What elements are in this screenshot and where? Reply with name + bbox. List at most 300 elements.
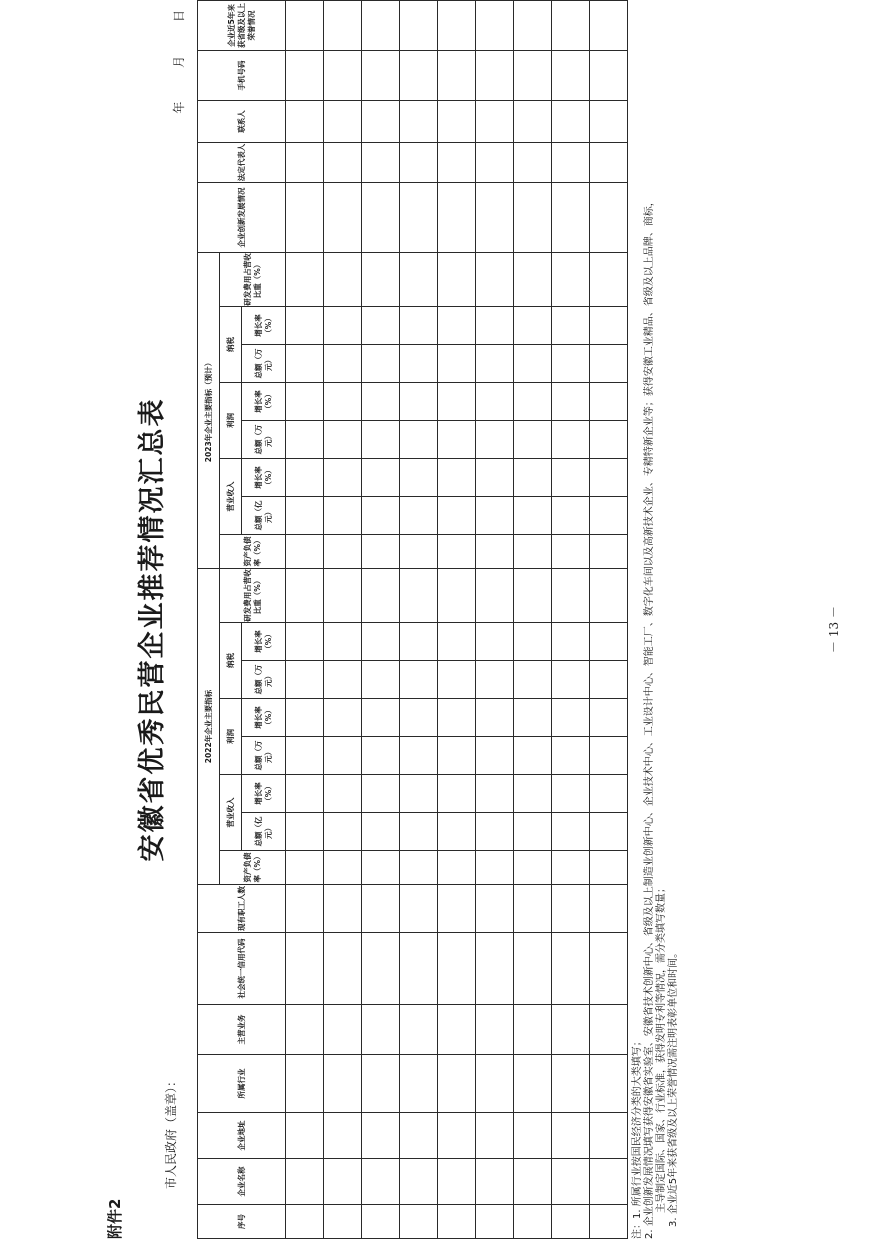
table-cell[interactable]	[590, 101, 628, 143]
table-cell[interactable]	[400, 253, 438, 307]
table-cell[interactable]	[514, 737, 552, 775]
table-cell[interactable]	[552, 307, 590, 345]
table-cell[interactable]	[324, 307, 362, 345]
header-2022-tax: 纳税	[220, 623, 242, 699]
attachment-label: 附件2	[106, 1198, 124, 1239]
table-cell[interactable]	[362, 1205, 400, 1239]
table-row	[590, 1, 628, 1239]
table-cell[interactable]	[438, 497, 476, 535]
table-cell[interactable]	[476, 183, 514, 253]
table-cell[interactable]	[362, 885, 400, 933]
table-cell[interactable]	[400, 307, 438, 345]
table-cell[interactable]	[514, 885, 552, 933]
table-cell[interactable]	[476, 737, 514, 775]
table-cell[interactable]	[400, 1055, 438, 1113]
table-cell[interactable]	[400, 535, 438, 569]
table-cell[interactable]	[514, 661, 552, 699]
table-cell[interactable]	[324, 183, 362, 253]
table-body	[286, 1, 628, 1239]
table-cell[interactable]	[514, 421, 552, 459]
table-cell[interactable]	[362, 699, 400, 737]
table-cell[interactable]	[552, 699, 590, 737]
table-cell[interactable]	[476, 383, 514, 421]
page-title: 安徽省优秀民营企业推荐情况汇总表	[137, 397, 168, 862]
table-cell[interactable]	[286, 661, 324, 699]
table-cell[interactable]	[286, 813, 324, 851]
table-cell[interactable]	[590, 1005, 628, 1055]
table-cell[interactable]	[590, 143, 628, 183]
table-cell[interactable]	[400, 737, 438, 775]
table-cell[interactable]	[400, 1005, 438, 1055]
table-cell[interactable]	[286, 737, 324, 775]
table-cell[interactable]	[476, 459, 514, 497]
table-cell[interactable]	[286, 143, 324, 183]
table-cell[interactable]	[514, 1113, 552, 1159]
table-cell[interactable]	[514, 535, 552, 569]
table-cell[interactable]	[286, 569, 324, 623]
table-cell[interactable]	[400, 623, 438, 661]
table-row	[514, 1, 552, 1239]
table-cell[interactable]	[438, 1205, 476, 1239]
table-cell[interactable]	[400, 51, 438, 101]
table-cell[interactable]	[476, 885, 514, 933]
table-cell[interactable]	[286, 933, 324, 1005]
header-2022-tax-total: 总额（万元）	[242, 661, 286, 699]
table-cell[interactable]	[324, 421, 362, 459]
table-cell[interactable]	[514, 813, 552, 851]
table-cell[interactable]	[438, 661, 476, 699]
table-cell[interactable]	[362, 851, 400, 885]
table-cell[interactable]	[438, 851, 476, 885]
table-cell[interactable]	[552, 737, 590, 775]
table-cell[interactable]	[362, 101, 400, 143]
table-cell[interactable]	[286, 1, 324, 51]
table-cell[interactable]	[552, 1159, 590, 1205]
footnote-2-cont: 主导制定国际、国家、行业标准，获得发明专利等情况，需分类填写数量；	[656, 883, 667, 1213]
table-cell[interactable]	[362, 51, 400, 101]
table-cell[interactable]	[438, 1055, 476, 1113]
table-cell[interactable]	[286, 1159, 324, 1205]
table-cell[interactable]	[286, 535, 324, 569]
city-seal-label: 市人民政府（盖章）：	[164, 1074, 178, 1189]
table-cell[interactable]	[552, 345, 590, 383]
table-cell[interactable]	[476, 1159, 514, 1205]
footnote-1: 注：1. 所属行业按国民经济分类的大类填写；	[632, 1036, 643, 1239]
table-cell[interactable]	[476, 421, 514, 459]
header-2023-tax-total: 总额（万元）	[242, 345, 286, 383]
table-cell[interactable]	[438, 1, 476, 51]
table-cell[interactable]	[552, 535, 590, 569]
table-cell[interactable]	[400, 699, 438, 737]
table-cell[interactable]	[362, 1159, 400, 1205]
table-cell[interactable]	[552, 851, 590, 885]
table-cell[interactable]	[324, 569, 362, 623]
table-cell[interactable]	[286, 183, 324, 253]
footnote-3: 3. 企业近5年来获省级及以上荣誉情况需注明表彰单位和时间。	[668, 947, 679, 1227]
table-cell[interactable]	[476, 851, 514, 885]
table-cell[interactable]	[438, 143, 476, 183]
table-cell[interactable]	[476, 569, 514, 623]
table-cell[interactable]	[552, 1113, 590, 1159]
table-cell[interactable]	[590, 933, 628, 1005]
table-cell[interactable]	[286, 459, 324, 497]
table-cell[interactable]	[286, 1005, 324, 1055]
table-cell[interactable]	[324, 1, 362, 51]
table-cell[interactable]	[514, 307, 552, 345]
table-cell[interactable]	[324, 851, 362, 885]
table-cell[interactable]	[590, 1, 628, 51]
table-cell[interactable]	[286, 307, 324, 345]
table-cell[interactable]	[552, 143, 590, 183]
table-row	[286, 1, 324, 1239]
table-cell[interactable]	[514, 345, 552, 383]
table-cell[interactable]	[438, 307, 476, 345]
table-cell[interactable]	[514, 623, 552, 661]
table-cell[interactable]	[438, 253, 476, 307]
table-cell[interactable]	[324, 1159, 362, 1205]
table-cell[interactable]	[552, 421, 590, 459]
table-cell[interactable]	[438, 775, 476, 813]
table-cell[interactable]	[362, 775, 400, 813]
table-cell[interactable]	[400, 661, 438, 699]
table-cell[interactable]	[590, 775, 628, 813]
table-cell[interactable]	[590, 1113, 628, 1159]
table-cell[interactable]	[476, 1, 514, 51]
table-cell[interactable]	[590, 307, 628, 345]
table-cell[interactable]	[286, 497, 324, 535]
header-group-2022: 2022年企业主要指标	[198, 569, 220, 885]
table-cell[interactable]	[324, 1055, 362, 1113]
table-cell[interactable]	[286, 851, 324, 885]
table-cell[interactable]	[552, 101, 590, 143]
header-seq: 序号	[198, 1205, 286, 1239]
table-cell[interactable]	[590, 661, 628, 699]
table-cell[interactable]	[438, 885, 476, 933]
summary-table	[197, 0, 628, 1239]
table-cell[interactable]	[324, 1205, 362, 1239]
table-cell[interactable]	[590, 813, 628, 851]
footnotes	[632, 196, 680, 1239]
table-cell[interactable]	[324, 459, 362, 497]
table-cell[interactable]	[476, 775, 514, 813]
header-2022-profit: 利润	[220, 699, 242, 775]
table-cell[interactable]	[400, 345, 438, 383]
table-cell[interactable]	[590, 885, 628, 933]
table-cell[interactable]	[362, 345, 400, 383]
table-cell[interactable]	[362, 933, 400, 1005]
table-cell[interactable]	[324, 1005, 362, 1055]
table-cell[interactable]	[400, 1159, 438, 1205]
table-cell[interactable]	[514, 497, 552, 535]
table-cell[interactable]	[438, 101, 476, 143]
table-cell[interactable]	[438, 535, 476, 569]
header-2023-profit-growth: 增长率（%）	[242, 383, 286, 421]
table-cell[interactable]	[476, 1055, 514, 1113]
header-2023-profit-total: 总额（万元）	[242, 421, 286, 459]
table-cell[interactable]	[362, 661, 400, 699]
table-cell[interactable]	[438, 933, 476, 1005]
table-cell[interactable]	[438, 569, 476, 623]
table-cell[interactable]	[400, 383, 438, 421]
table-cell[interactable]	[362, 623, 400, 661]
table-cell[interactable]	[362, 143, 400, 183]
table-cell[interactable]	[286, 623, 324, 661]
table-cell[interactable]	[514, 851, 552, 885]
table-cell[interactable]	[476, 1205, 514, 1239]
table-cell[interactable]	[514, 775, 552, 813]
table-cell[interactable]	[590, 737, 628, 775]
table-cell[interactable]	[438, 51, 476, 101]
table-cell[interactable]	[476, 1005, 514, 1055]
table-cell[interactable]	[438, 183, 476, 253]
table-row	[476, 1, 514, 1239]
table-cell[interactable]	[286, 885, 324, 933]
table-cell[interactable]	[400, 1, 438, 51]
table-cell[interactable]	[324, 1113, 362, 1159]
table-cell[interactable]	[590, 1205, 628, 1239]
table-cell[interactable]	[286, 101, 324, 143]
table-cell[interactable]	[400, 459, 438, 497]
table-cell[interactable]	[286, 699, 324, 737]
table-cell[interactable]	[324, 253, 362, 307]
table-cell[interactable]	[476, 813, 514, 851]
table-cell[interactable]	[514, 1005, 552, 1055]
table-cell[interactable]	[552, 1005, 590, 1055]
table-cell[interactable]	[476, 345, 514, 383]
footnote-2: 2. 企业创新发展情况填写获得安徽省实验室、安徽省技术创新中心、省级及以上制造业创新中心、企业技术中心、工业设计中心、智能工厂、数字化车间以及高新技术企业、专精特新企业等；获得安徽工业精品、省级及以上品牌、商标，	[644, 196, 655, 1239]
table-cell[interactable]	[438, 1005, 476, 1055]
table-cell[interactable]	[514, 699, 552, 737]
table-cell[interactable]	[514, 1205, 552, 1239]
header-2022-tax-growth: 增长率（%）	[242, 623, 286, 661]
table-cell[interactable]	[514, 1055, 552, 1113]
table-cell[interactable]	[552, 497, 590, 535]
table-cell[interactable]	[362, 307, 400, 345]
table-cell[interactable]	[362, 813, 400, 851]
table-cell[interactable]	[362, 1, 400, 51]
table-cell[interactable]	[400, 497, 438, 535]
table-cell[interactable]	[362, 569, 400, 623]
table-cell[interactable]	[476, 101, 514, 143]
header-2023-rd-ratio: 研发费用占营收比重（%）	[220, 253, 286, 307]
table-cell[interactable]	[438, 383, 476, 421]
header-honors: 企业近5年来获省级及以上荣誉情况	[198, 1, 286, 51]
table-cell[interactable]	[514, 459, 552, 497]
table-cell[interactable]	[590, 459, 628, 497]
table-cell[interactable]	[362, 421, 400, 459]
table-cell[interactable]	[590, 345, 628, 383]
table-cell[interactable]	[362, 183, 400, 253]
table-cell[interactable]	[438, 421, 476, 459]
table-cell[interactable]	[514, 383, 552, 421]
table-cell[interactable]	[514, 101, 552, 143]
header-group-2023: 2023年企业主要指标（预计）	[198, 253, 220, 569]
table-cell[interactable]	[514, 183, 552, 253]
table-cell[interactable]	[552, 1205, 590, 1239]
table-cell[interactable]	[476, 661, 514, 699]
table-cell[interactable]	[590, 253, 628, 307]
table-cell[interactable]	[438, 699, 476, 737]
table-cell[interactable]	[324, 51, 362, 101]
table-row	[400, 1, 438, 1239]
table-cell[interactable]	[400, 933, 438, 1005]
table-cell[interactable]	[590, 569, 628, 623]
table-cell[interactable]	[514, 253, 552, 307]
table-cell[interactable]	[438, 813, 476, 851]
header-contact: 联系人	[198, 101, 286, 143]
table-cell[interactable]	[552, 383, 590, 421]
table-cell[interactable]	[590, 623, 628, 661]
table-cell[interactable]	[552, 253, 590, 307]
table-cell[interactable]	[590, 497, 628, 535]
header-2023-tax-growth: 增长率（%）	[242, 307, 286, 345]
table-cell[interactable]	[400, 813, 438, 851]
table-cell[interactable]	[400, 775, 438, 813]
table-cell[interactable]	[590, 699, 628, 737]
table-cell[interactable]	[400, 1205, 438, 1239]
table-cell[interactable]	[476, 497, 514, 535]
header-2022-debt-ratio: 资产负债率（%）	[220, 851, 286, 885]
table-cell[interactable]	[400, 101, 438, 143]
table-cell[interactable]	[400, 421, 438, 459]
table-cell[interactable]	[476, 307, 514, 345]
table-cell[interactable]	[476, 535, 514, 569]
table-cell[interactable]	[514, 143, 552, 183]
summary-table-wrapper	[197, 3, 628, 1239]
table-cell[interactable]	[476, 1113, 514, 1159]
table-cell[interactable]	[286, 383, 324, 421]
table-cell[interactable]	[552, 775, 590, 813]
table-cell[interactable]	[362, 1005, 400, 1055]
header-2023-revenue: 营业收入	[220, 459, 242, 535]
table-cell[interactable]	[476, 253, 514, 307]
table-cell[interactable]	[362, 459, 400, 497]
table-cell[interactable]	[400, 569, 438, 623]
table-cell[interactable]	[476, 51, 514, 101]
table-cell[interactable]	[590, 183, 628, 253]
header-2022-revenue: 营业收入	[220, 775, 242, 851]
table-cell[interactable]	[476, 933, 514, 1005]
table-cell[interactable]	[552, 661, 590, 699]
table-cell[interactable]	[400, 851, 438, 885]
table-cell[interactable]	[362, 497, 400, 535]
table-cell[interactable]	[324, 775, 362, 813]
table-cell[interactable]	[324, 933, 362, 1005]
header-2023-profit: 利润	[220, 383, 242, 459]
table-cell[interactable]	[590, 851, 628, 885]
header-legal-rep: 法定代表人	[198, 143, 286, 183]
table-cell[interactable]	[552, 933, 590, 1005]
table-cell[interactable]	[438, 1113, 476, 1159]
table-cell[interactable]	[590, 535, 628, 569]
header-innovation: 企业创新发展情况	[198, 183, 286, 253]
table-cell[interactable]	[286, 51, 324, 101]
table-cell[interactable]	[514, 1, 552, 51]
table-cell[interactable]	[324, 699, 362, 737]
table-cell[interactable]	[324, 535, 362, 569]
table-cell[interactable]	[324, 143, 362, 183]
header-2022-revenue-growth: 增长率（%）	[242, 775, 286, 813]
table-cell[interactable]	[590, 1055, 628, 1113]
header-phone: 手机号码	[198, 51, 286, 101]
table-cell[interactable]	[362, 383, 400, 421]
table-cell[interactable]	[286, 1205, 324, 1239]
table-cell[interactable]	[476, 143, 514, 183]
table-cell[interactable]	[400, 183, 438, 253]
table-cell[interactable]	[324, 383, 362, 421]
table-cell[interactable]	[362, 737, 400, 775]
table-cell[interactable]	[286, 253, 324, 307]
table-cell[interactable]	[286, 775, 324, 813]
table-cell[interactable]	[552, 813, 590, 851]
table-cell[interactable]	[362, 253, 400, 307]
header-2022-profit-growth: 增长率（%）	[242, 699, 286, 737]
table-cell[interactable]	[590, 421, 628, 459]
table-cell[interactable]	[552, 1055, 590, 1113]
table-cell[interactable]	[438, 737, 476, 775]
header-credit-code: 社会统一信用代码	[198, 933, 286, 1005]
table-cell[interactable]	[552, 885, 590, 933]
date-label: 年 月 日	[172, 10, 186, 114]
table-cell[interactable]	[552, 183, 590, 253]
table-row	[552, 1, 590, 1239]
table-cell[interactable]	[514, 569, 552, 623]
table-cell[interactable]	[286, 345, 324, 383]
table-cell[interactable]	[400, 885, 438, 933]
table-cell[interactable]	[552, 51, 590, 101]
table-cell[interactable]	[324, 737, 362, 775]
table-cell[interactable]	[400, 1113, 438, 1159]
header-2022-profit-total: 总额（万元）	[242, 737, 286, 775]
table-cell[interactable]	[552, 569, 590, 623]
table-cell[interactable]	[362, 1113, 400, 1159]
header-2022-revenue-total: 总额（亿元）	[242, 813, 286, 851]
table-cell[interactable]	[438, 345, 476, 383]
table-cell[interactable]	[286, 1055, 324, 1113]
table-cell[interactable]	[438, 623, 476, 661]
table-cell[interactable]	[590, 51, 628, 101]
table-cell[interactable]	[324, 623, 362, 661]
header-2023-revenue-growth: 增长率（%）	[242, 459, 286, 497]
table-cell[interactable]	[552, 1, 590, 51]
header-address: 企业地址	[198, 1113, 286, 1159]
table-cell[interactable]	[324, 661, 362, 699]
table-cell[interactable]	[324, 497, 362, 535]
table-cell[interactable]	[476, 699, 514, 737]
table-cell[interactable]	[552, 459, 590, 497]
header-name: 企业名称	[198, 1159, 286, 1205]
table-cell[interactable]	[286, 1113, 324, 1159]
table-cell[interactable]	[324, 885, 362, 933]
table-cell[interactable]	[400, 143, 438, 183]
table-cell[interactable]	[324, 101, 362, 143]
table-cell[interactable]	[438, 1159, 476, 1205]
table-cell[interactable]	[362, 1055, 400, 1113]
table-cell[interactable]	[590, 383, 628, 421]
table-cell[interactable]	[514, 1159, 552, 1205]
table-cell[interactable]	[324, 345, 362, 383]
table-cell[interactable]	[514, 51, 552, 101]
table-cell[interactable]	[514, 933, 552, 1005]
table-cell[interactable]	[324, 813, 362, 851]
table-cell[interactable]	[552, 623, 590, 661]
table-cell[interactable]	[362, 535, 400, 569]
table-cell[interactable]	[438, 459, 476, 497]
table-row	[438, 1, 476, 1239]
table-cell[interactable]	[476, 623, 514, 661]
table-cell[interactable]	[286, 421, 324, 459]
table-cell[interactable]	[590, 1159, 628, 1205]
